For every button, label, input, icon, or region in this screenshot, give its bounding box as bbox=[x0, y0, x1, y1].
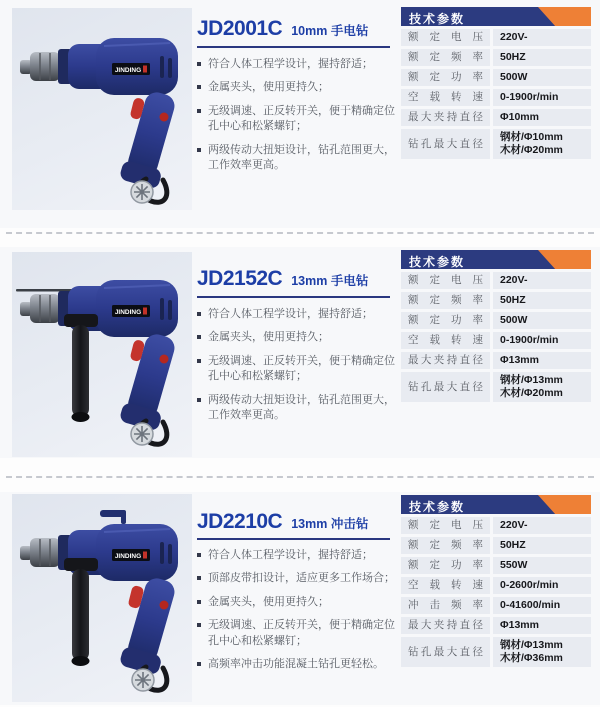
spec-label: 额定功率 bbox=[401, 557, 490, 574]
table-row bbox=[401, 332, 591, 349]
bullet-square-icon bbox=[197, 62, 201, 66]
spec-label: 额定电压 bbox=[401, 29, 490, 46]
drill-photo bbox=[12, 494, 192, 702]
model-number: JD2001C bbox=[197, 17, 283, 40]
spec-value: 50HZ bbox=[493, 49, 591, 66]
list-item bbox=[197, 595, 397, 610]
product-title bbox=[197, 510, 393, 534]
spec-value: 0-1900r/min bbox=[493, 332, 591, 349]
spec-value: Φ13mm bbox=[493, 352, 591, 369]
bullet-square-icon bbox=[197, 553, 201, 557]
list-item bbox=[197, 618, 397, 649]
feature-text: 无级调速、正反转开关，便于精确定位孔中心和松紧螺钉； bbox=[208, 104, 395, 133]
model-subtitle: 10mm 手电钻 bbox=[291, 24, 369, 38]
spec-value: 0-41600/min bbox=[493, 597, 591, 614]
spec-label: 钻孔最大直径 bbox=[401, 637, 490, 667]
spec-value: 0-2600r/min bbox=[493, 577, 591, 594]
lock-button bbox=[160, 601, 169, 610]
spec-label: 冲击频率 bbox=[401, 597, 490, 614]
spec-label: 额定电压 bbox=[401, 272, 490, 289]
model-subtitle: 13mm 手电钻 bbox=[291, 274, 369, 288]
feature-text: 符合人体工程学设计，握持舒适； bbox=[208, 58, 373, 70]
spec-table bbox=[401, 495, 591, 667]
orange-wedge-icon bbox=[538, 7, 591, 26]
brand-red-mark-icon bbox=[143, 308, 147, 315]
bullet-square-icon bbox=[197, 359, 201, 363]
product-title bbox=[197, 17, 393, 41]
list-item bbox=[197, 571, 397, 586]
spec-label: 额定频率 bbox=[401, 537, 490, 554]
table-row bbox=[401, 292, 591, 309]
spec-table-header bbox=[401, 250, 591, 269]
bullet-square-icon bbox=[197, 312, 201, 316]
table-row bbox=[401, 352, 591, 369]
chuck-icon bbox=[30, 538, 60, 567]
spec-table bbox=[401, 7, 591, 159]
table-row bbox=[401, 272, 591, 289]
product-section-jd2210c bbox=[0, 492, 600, 705]
drill-photo bbox=[12, 8, 192, 210]
list-item bbox=[197, 393, 397, 424]
feature-text: 金属夹头，使用更持久； bbox=[208, 595, 329, 608]
table-row bbox=[401, 129, 591, 159]
bullet-square-icon bbox=[197, 623, 201, 627]
spec-value: 钢材/Φ13mm 木材/Φ36mm bbox=[493, 637, 591, 667]
spec-value: 钢材/Φ10mm 木材/Φ20mm bbox=[493, 129, 591, 159]
feature-text: 金属夹头，使用更持久； bbox=[208, 81, 329, 94]
spec-value: 220V- bbox=[493, 29, 591, 46]
feature-text: 两级传动大扭矩设计，钻孔范围更大，工作效率更高。 bbox=[208, 143, 395, 171]
spec-value: 50HZ bbox=[493, 292, 591, 309]
feature-text: 两级传动大扭矩设计，钻孔范围更大，工作效率更高。 bbox=[208, 393, 395, 421]
brand-red-mark-icon bbox=[143, 66, 147, 73]
table-row bbox=[401, 29, 591, 46]
feature-text: 符合人体工程学设计，握持舒适； bbox=[208, 308, 373, 320]
model-number: JD2152C bbox=[197, 267, 283, 290]
spec-label: 额定频率 bbox=[401, 292, 490, 309]
spec-header-title: 技术参数 bbox=[409, 254, 466, 269]
spec-label: 空载转速 bbox=[401, 332, 490, 349]
spec-label: 额定功率 bbox=[401, 69, 490, 86]
section-divider bbox=[6, 476, 594, 478]
bullet-square-icon bbox=[197, 148, 201, 152]
spec-value: 220V- bbox=[493, 517, 591, 534]
spec-value: 500W bbox=[493, 69, 591, 86]
spec-value: Φ13mm bbox=[493, 617, 591, 634]
feature-list bbox=[197, 548, 397, 672]
bullet-square-icon bbox=[197, 109, 201, 113]
product-section-jd2152c bbox=[0, 247, 600, 458]
table-row bbox=[401, 517, 591, 534]
bullet-square-icon bbox=[197, 398, 201, 402]
list-item bbox=[197, 143, 397, 174]
handle-grip bbox=[119, 574, 183, 675]
spec-label: 额定功率 bbox=[401, 312, 490, 329]
brand-label-text: JINDING bbox=[114, 67, 142, 74]
table-row bbox=[401, 89, 591, 106]
feature-text: 无级调速、正反转开关，便于精确定位孔中心和松紧螺钉； bbox=[208, 619, 395, 647]
spec-label: 钻孔最大直径 bbox=[401, 372, 490, 402]
feature-text: 金属夹头，使用更持久； bbox=[208, 331, 329, 344]
feature-text: 高频率冲击功能混凝土钻孔更轻松。 bbox=[208, 657, 384, 670]
list-item bbox=[197, 307, 397, 322]
title-underline bbox=[197, 538, 390, 540]
spec-table bbox=[401, 250, 591, 402]
bullet-square-icon bbox=[197, 85, 201, 89]
table-row bbox=[401, 637, 591, 667]
list-item bbox=[197, 57, 397, 72]
lock-button bbox=[160, 113, 169, 122]
table-row bbox=[401, 577, 591, 594]
handle-grip bbox=[119, 88, 183, 189]
spec-label: 钻孔最大直径 bbox=[401, 129, 490, 159]
title-underline bbox=[197, 46, 390, 48]
spec-value: 550W bbox=[493, 557, 591, 574]
table-row bbox=[401, 537, 591, 554]
spec-header-title: 技术参数 bbox=[409, 499, 466, 514]
list-item bbox=[197, 657, 397, 672]
spec-table-header bbox=[401, 7, 591, 26]
table-row bbox=[401, 69, 591, 86]
product-photo-panel bbox=[12, 252, 192, 457]
list-item bbox=[197, 330, 397, 345]
list-item bbox=[197, 548, 397, 563]
feature-text: 符合人体工程学设计，握持舒适； bbox=[208, 549, 373, 561]
feature-text: 顶部皮带扣设计，适应更多工作场合； bbox=[208, 572, 395, 585]
spec-label: 额定频率 bbox=[401, 49, 490, 66]
model-number: JD2210C bbox=[197, 510, 283, 533]
table-row bbox=[401, 372, 591, 402]
handle-grip bbox=[119, 330, 183, 431]
star-icon bbox=[135, 672, 151, 688]
spec-label: 空载转速 bbox=[401, 577, 490, 594]
spec-label: 最大夹持直径 bbox=[401, 352, 490, 369]
list-item bbox=[197, 104, 397, 135]
spec-header-title: 技术参数 bbox=[409, 11, 466, 26]
spec-label: 空载转速 bbox=[401, 89, 490, 106]
orange-wedge-icon bbox=[538, 495, 591, 514]
spec-label: 最大夹持直径 bbox=[401, 617, 490, 634]
section-divider bbox=[6, 232, 594, 234]
bullet-square-icon bbox=[197, 576, 201, 580]
orange-wedge-icon bbox=[538, 250, 591, 269]
title-underline bbox=[197, 296, 390, 298]
spec-value: 50HZ bbox=[493, 537, 591, 554]
product-section-jd2001c bbox=[0, 0, 600, 228]
table-row bbox=[401, 312, 591, 329]
drill-photo bbox=[12, 252, 192, 457]
table-row bbox=[401, 617, 591, 634]
model-subtitle: 13mm 冲击钻 bbox=[291, 517, 369, 531]
list-item bbox=[197, 80, 397, 95]
spec-table-header bbox=[401, 495, 591, 514]
chuck-icon bbox=[30, 52, 60, 81]
product-title bbox=[197, 267, 393, 291]
brand-label-text: JINDING bbox=[114, 309, 142, 316]
product-photo-panel bbox=[12, 494, 192, 702]
chuck-icon bbox=[30, 294, 60, 323]
bullet-square-icon bbox=[197, 600, 201, 604]
table-row bbox=[401, 49, 591, 66]
table-row bbox=[401, 557, 591, 574]
bullet-square-icon bbox=[197, 335, 201, 339]
spec-value: 0-1900r/min bbox=[493, 89, 591, 106]
feature-list bbox=[197, 307, 397, 423]
list-item bbox=[197, 354, 397, 385]
feature-text: 无级调速、正反转开关，便于精确定位孔中心和松紧螺钉； bbox=[208, 354, 395, 383]
feature-list bbox=[197, 57, 397, 173]
brand-red-mark-icon bbox=[143, 552, 147, 559]
table-row bbox=[401, 109, 591, 126]
spec-value: 220V- bbox=[493, 272, 591, 289]
lock-button bbox=[160, 355, 169, 364]
spec-value: 500W bbox=[493, 312, 591, 329]
spec-label: 最大夹持直径 bbox=[401, 109, 490, 126]
product-photo-panel bbox=[12, 8, 192, 210]
brand-label-text: JINDING bbox=[114, 553, 142, 560]
spec-value: Φ10mm bbox=[493, 109, 591, 126]
spec-label: 额定电压 bbox=[401, 517, 490, 534]
bullet-square-icon bbox=[197, 662, 201, 666]
table-row bbox=[401, 597, 591, 614]
spec-value: 钢材/Φ13mm 木材/Φ20mm bbox=[493, 372, 591, 402]
